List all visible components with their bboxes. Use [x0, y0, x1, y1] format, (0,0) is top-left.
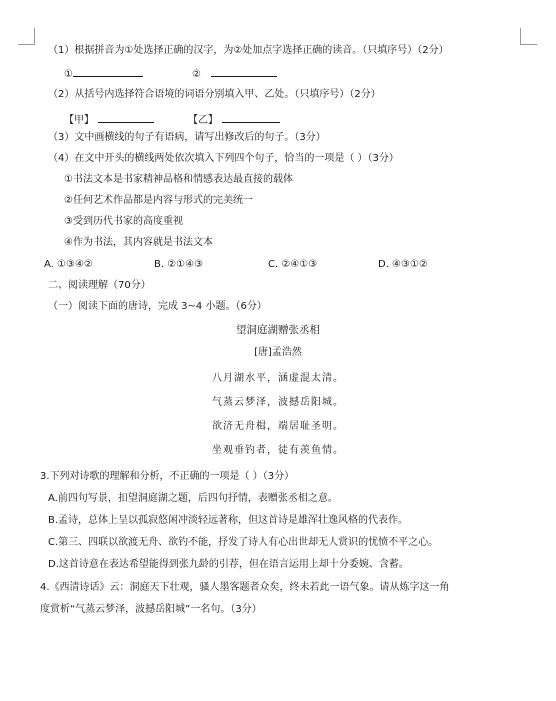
answer-blank-row — [188, 112, 280, 128]
poem-line: 八月湖水平，涵虚混太清。 — [212, 373, 344, 384]
choice-option-a: A.前四句写景，扣望洞庭湖之题，后四句抒情，表赠张丞相之意。 — [48, 493, 338, 504]
question-2: （2）从括号内选择符合语境的词语分别填入甲、乙处。（只填序号）（2分） — [48, 89, 381, 100]
answer-blank-row — [192, 66, 277, 82]
sentence-item: ②任何艺术作品都是内容与形式的完美统一 — [64, 195, 253, 206]
question-appreciation: 4.《西清诗话》云：洞庭天下壮观，骚人墨客题者众矣，终未若此一语气象。请从炼字这一角 — [40, 582, 450, 593]
choice-option-c: C. ②④①③ — [268, 259, 318, 270]
answer-blank-row — [64, 112, 154, 128]
sentence-item: ④作为书法，其内容就是书法文本 — [64, 237, 213, 248]
question-appreciation-continued: 度赏析“气蒸云梦泽，波撼岳阳城”一名句。（3分） — [40, 604, 262, 615]
question-poem-analysis: 3.下列对诗歌的理解和分析，不正确的一项是（ ）（3分） — [40, 471, 295, 482]
choice-option-c: C.第三、四联以欲渡无舟、欲钓不能，抒发了诗人有心出世却无人赏识的忧愤不平之心。 — [48, 537, 439, 548]
choice-option-d: D.这首诗意在表达希望能得到张九龄的引荐，但在语言运用上却十分委婉、含蓄。 — [48, 559, 409, 570]
page-corner-mark — [18, 28, 35, 45]
choice-option-d: D. ④③①② — [378, 259, 428, 270]
section-heading: 二、阅读理解（70分） — [48, 280, 151, 291]
blank-label: 【甲】 — [64, 115, 94, 126]
poem-line: 坐观垂钓者，徒有羡鱼情。 — [212, 445, 344, 456]
part-heading: （一）阅读下面的唐诗，完成 3~4 小题。（6分） — [48, 301, 267, 312]
poem-title: 望洞庭湖赠张丞相 — [236, 324, 320, 336]
answer-blank[interactable] — [222, 112, 280, 123]
poem-line: 欲济无舟楫，端居耻圣明。 — [212, 421, 344, 432]
blank-label: 【乙】 — [188, 115, 218, 126]
poem-line: 气蒸云梦泽，波撼岳阳城。 — [212, 397, 344, 408]
page-corner-mark — [520, 28, 537, 45]
sentence-item: ①书法文本是书家精神品格和情感表达最直接的载体 — [64, 174, 293, 185]
blank-label: ① — [64, 69, 73, 80]
answer-blank-row — [64, 66, 143, 82]
choice-option-a: A. ①③④② — [44, 259, 93, 270]
answer-blank[interactable] — [211, 66, 277, 77]
choice-option-b: B. ②①④③ — [154, 259, 204, 270]
question-3: （3）文中画横线的句子有语病，请写出修改后的句子。（3分） — [48, 132, 326, 143]
answer-blank[interactable] — [98, 112, 154, 123]
choice-option-b: B.孟诗，总体上呈以孤寂悠闲冲淡轻远著称，但这首诗是雄浑壮逸风格的代表作。 — [48, 515, 409, 526]
sentence-item: ③受到历代书家的高度重视 — [64, 216, 183, 227]
answer-blank[interactable] — [73, 66, 143, 77]
poem-author: [唐]孟浩然 — [254, 347, 302, 358]
question-1: （1）根据拼音为①处选择正确的汉字，为②处加点字选择正确的读音。（只填序号）（2分） — [48, 45, 449, 56]
blank-label: ② — [192, 69, 201, 80]
question-4: （4）在文中开头的横线两处依次填入下列四个句子，恰当的一项是（ ）（3分） — [48, 153, 399, 164]
